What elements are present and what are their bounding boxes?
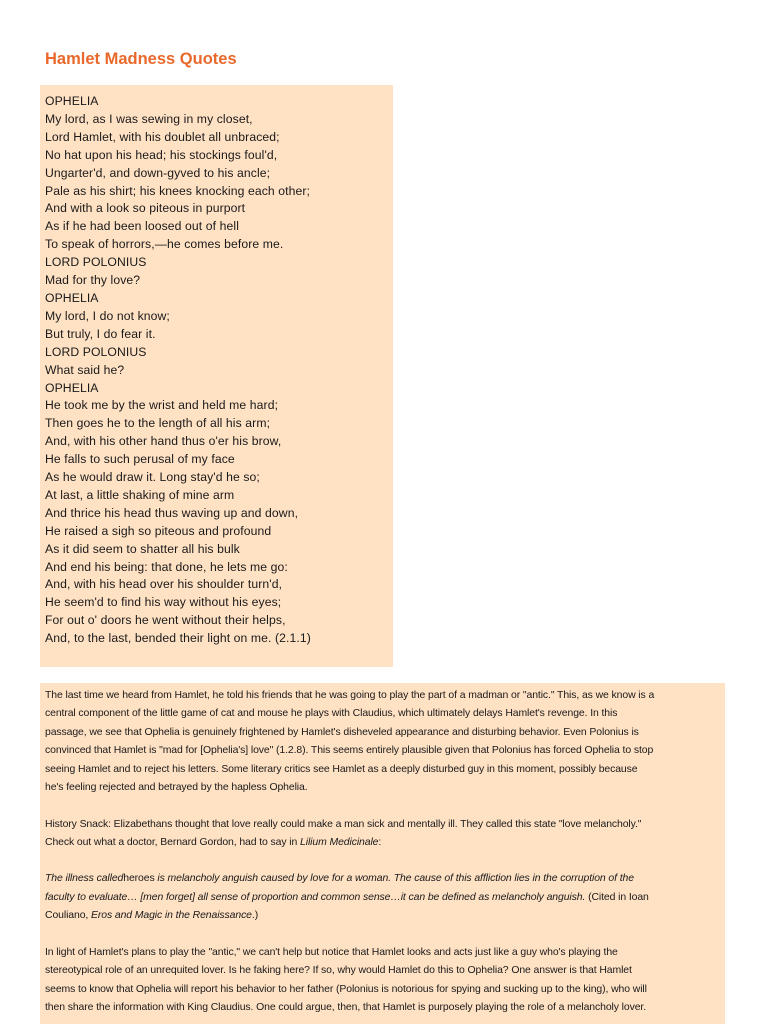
quote-line: And, with his other hand thus o'er his brow, — [45, 434, 282, 449]
quote-line: OPHELIA — [45, 94, 99, 108]
citation-paragraph — [45, 870, 719, 925]
text-line: central component of the little game of cat and mouse he plays with Claudius, which ultimately delays Hamlet's revenge. In this — [45, 708, 618, 720]
quote-line: What said he? — [45, 362, 125, 377]
text-line: History Snack: Elizabethans thought that love really could make a man sick and mentally ill. They called this state "love melancholy." — [45, 818, 642, 830]
text-run: .) — [251, 910, 259, 922]
text-line: In light of Hamlet's plans to play the "antic," we can't help but notice that Hamlet looks and acts just like a guy who's playing the — [45, 946, 618, 958]
quote-line: To speak of horrors,—he comes before me. — [45, 237, 284, 252]
quote-line: Then goes he to the length of all his arm; — [45, 416, 271, 431]
text-line: then share the information with King Claudius. One could argue, then, that Hamlet is purposely playing the role of a melancholy lover. — [45, 1001, 647, 1013]
quote-line: As he would draw it. Long stay'd he so; — [45, 470, 260, 485]
quote-line: LORD POLONIUS — [45, 255, 147, 270]
quote-line: He took me by the wrist and held me hard; — [45, 398, 279, 413]
book-title: Eros and Magic in the Renaissance — [91, 910, 252, 922]
text-run: (Cited in Ioan — [585, 891, 649, 903]
text-line — [45, 834, 719, 852]
text-run: Check out what a doctor, Bernard Gordon, had to say in — [45, 836, 301, 848]
quote-line: Mad for thy love? — [45, 273, 141, 288]
text-line — [45, 870, 719, 888]
text-line — [45, 907, 719, 925]
quote-line: And with a look so piteous in purport — [45, 201, 246, 216]
quote-line: And, with his head over his shoulder turn'd, — [45, 577, 283, 592]
quote-line: OPHELIA — [45, 290, 99, 305]
quote-line: At last, a little shaking of mine arm — [45, 487, 235, 502]
quote-line: For out o' doors he went without their helps, — [45, 613, 286, 628]
quote-line: LORD POLONIUS — [45, 344, 147, 359]
text-line: convinced that Hamlet is "mad for [Ophelia's] love" (1.2.8). This seems entirely plausible given that Polonius has forced Ophelia to stop — [45, 745, 654, 757]
quote-line: He raised a sigh so piteous and profound — [45, 523, 272, 538]
quote-line: My lord, I do not know; — [45, 308, 170, 323]
text-line: passage, we see that Ophelia is genuinely frightened by Hamlet's disheveled appearance and disturbing behavior. Even Polonius is — [45, 726, 639, 738]
text-line: seeing Hamlet and to reject his letters. Some literary critics see Hamlet as a deeply disturbed guy in this moment, possibly because — [45, 763, 638, 775]
text-run: The illness called — [45, 873, 124, 885]
quote-line: But truly, I do fear it. — [45, 326, 156, 341]
quote-line: He falls to such perusal of my face — [45, 452, 235, 467]
quote-line: And thrice his head thus waving up and down, — [45, 505, 299, 520]
text-run: : — [378, 836, 382, 848]
quote-line: As it did seem to shatter all his bulk — [45, 541, 240, 556]
text-run: heroes — [123, 873, 155, 885]
quote-block — [40, 85, 393, 667]
quote-line: My lord, as I was sewing in my closet, — [45, 111, 253, 126]
book-title: Lilium Medicinale — [300, 836, 379, 848]
quote-line: He seem'd to find his way without his eyes; — [45, 595, 282, 610]
commentary-block — [40, 683, 725, 1024]
page-title: Hamlet Madness Quotes — [45, 50, 237, 68]
text-line: he's feeling rejected and betrayed by the hapless Ophelia. — [45, 782, 308, 794]
text-line: stereotypical role of an unrequited lover. Is he faking here? If so, why would Hamlet do this to Ophelia? One answer is that Hamlet — [45, 965, 632, 977]
history-snack-paragraph — [45, 816, 719, 853]
quote-line: No hat upon his head; his stockings foul'd, — [45, 147, 278, 162]
commentary-paragraph-1 — [45, 687, 719, 797]
text-line: The last time we heard from Hamlet, he told his friends that he was going to play the part of a madman or "antic." This, as we know is a — [45, 690, 655, 701]
quote-line: Pale as his shirt; his knees knocking each other; — [45, 183, 311, 198]
quote-line: Ungarter'd, and down-gyved to his ancle; — [45, 165, 271, 180]
text-line — [45, 889, 719, 907]
text-run: is melancholy anguish caused by love for a woman. The cause of this affliction lies in the corruption of the — [154, 873, 634, 885]
quote-line: And end his being: that done, he lets me go: — [45, 559, 288, 574]
commentary-paragraph-4 — [45, 944, 719, 1018]
quote-line: As if he had been loosed out of hell — [45, 219, 239, 234]
quote-line: OPHELIA — [45, 380, 99, 395]
text-run: faculty to evaluate… [men forget] all sense of proportion and common sense…it can be defined as melancholy anguish. — [45, 891, 586, 903]
text-run: Couliano, — [45, 910, 91, 922]
quote-line: Lord Hamlet, with his doublet all unbraced; — [45, 129, 280, 144]
quote-line: And, to the last, bended their light on me. (2.1.1) — [45, 631, 311, 646]
text-line: seems to know that Ophelia will report his behavior to her father (Polonius is notorious for spying and sucking up to the king), who will — [45, 983, 647, 995]
